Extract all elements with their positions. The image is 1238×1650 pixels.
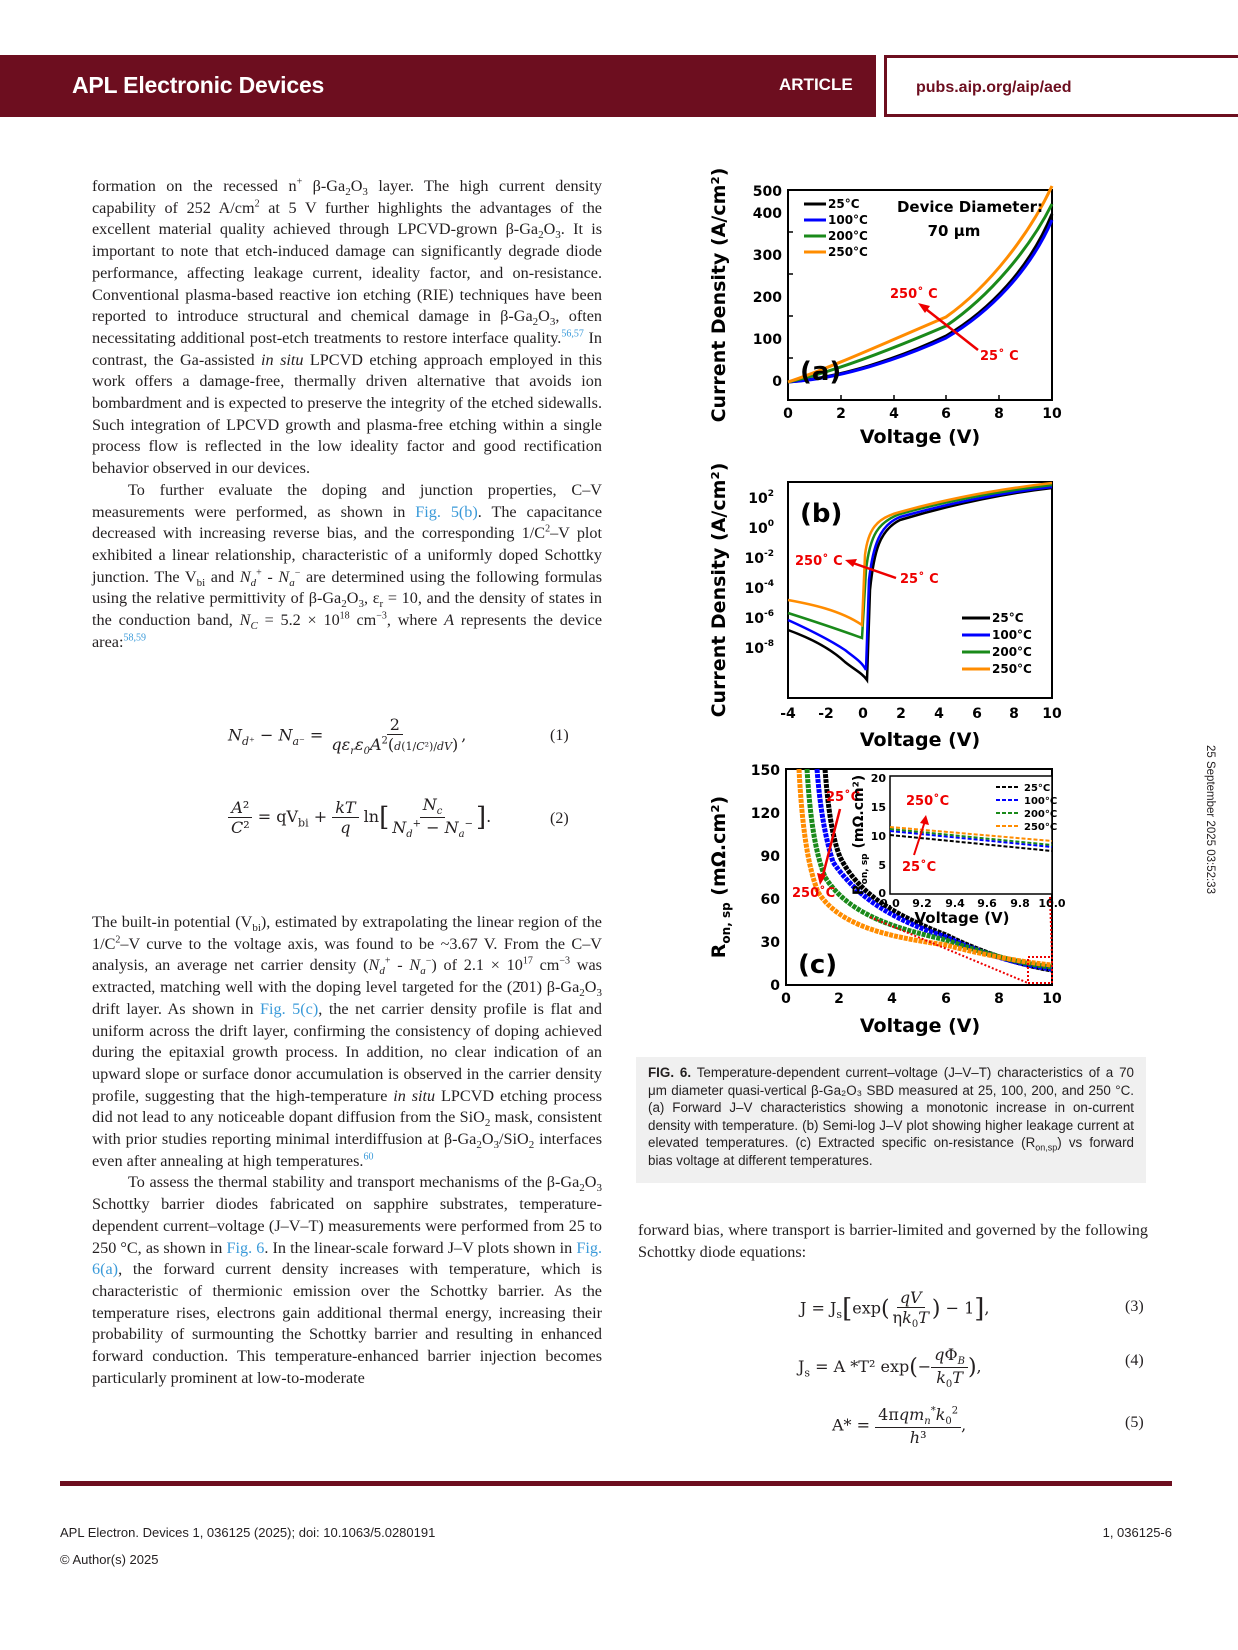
- svg-text:6: 6: [972, 706, 982, 722]
- svg-text:20: 20: [870, 772, 886, 785]
- svg-text:250˚ C: 250˚ C: [890, 287, 938, 302]
- svg-text:0: 0: [783, 406, 793, 422]
- svg-text:200°C: 200°C: [828, 229, 868, 243]
- svg-text:250˚C: 250˚C: [906, 794, 950, 809]
- fig-6-link[interactable]: Fig. 6: [226, 1238, 265, 1257]
- svg-text:300: 300: [752, 248, 782, 264]
- svg-text:2: 2: [834, 991, 844, 1007]
- svg-text:-2: -2: [818, 706, 834, 722]
- citation-link[interactable]: 58,59: [123, 632, 146, 644]
- svg-text:Voltage (V): Voltage (V): [914, 909, 1010, 927]
- svg-text:10: 10: [1042, 706, 1062, 722]
- equation-1-number: (1): [550, 727, 569, 744]
- fig-5b-link[interactable]: Fig. 5(b): [415, 502, 478, 521]
- svg-text:9.4: 9.4: [945, 897, 965, 910]
- svg-text:100°C: 100°C: [1024, 796, 1058, 807]
- svg-text:250˚C: 250˚C: [792, 886, 836, 901]
- svg-text:100°C: 100°C: [828, 213, 868, 227]
- chart-b-svg: [700, 462, 1080, 760]
- svg-text:90: 90: [760, 849, 780, 865]
- chart-a-ylabel: Current Density (A/cm²): [708, 167, 730, 423]
- svg-text:500: 500: [752, 184, 782, 200]
- svg-text:2: 2: [896, 706, 906, 722]
- chart-c-inset: [851, 772, 1066, 927]
- equation-5: A* = $\frac{4\pi qm_n^*k_0^2}{\text{h³}}$ ,: [832, 1405, 967, 1448]
- citation-link[interactable]: 56,57: [561, 328, 584, 340]
- chart-panel-a: [700, 167, 1080, 473]
- svg-text:9.0: 9.0: [880, 897, 900, 910]
- figure-label: FIG. 6.: [648, 1065, 692, 1080]
- paragraph-1: formation on the recessed n+ $\beta-Ga_2O_3$ layer. The high current density capability of 252 $A/cm^2$ at 5 V further highlights the advantages of the excellent material quality achieved through LPCVD-grown $\beta-Ga_2O_3$. It is important to note that etch-induced damage can significantly degrade diode performance, affecting leakage current, ideality factor, and on-resistance. Conventional plasma-based reactive ion etching (RIE) techniques have been reported to introduce structural and chemical damage in $\beta-Ga_2O_3$, often necessitating additional post-etch treatments to restore interface quality.$^{56,57}$ In contrast, the Ga-assisted in situ LPCVD etching approach employed in this work offers a damage-free, thermally driven alternative that avoids ion bombardment and is expected to preserve the integrity of the etched sidewalls. Such integration of LPCVD growth and plasma-free etching within a single process flow is reflected in the low ideality factor and good rectification behavior observed in our devices.: [92, 176, 603, 478]
- svg-text:10-2: $10^{-2}$: [744, 549, 774, 567]
- svg-text:25˚C: 25˚C: [826, 790, 861, 805]
- footer-copyright: © Author(s) 2025: [60, 1552, 159, 1567]
- citation-link[interactable]: 60: [363, 1151, 374, 1163]
- svg-text:25°C: 25°C: [1024, 783, 1051, 794]
- chart-c-svg: [700, 757, 1080, 1047]
- svg-text:4: 4: [889, 406, 899, 422]
- left-column-cont: [92, 912, 602, 1389]
- chart-a-xlabel: Voltage (V): [859, 426, 981, 448]
- svg-text:250°C: 250°C: [992, 662, 1032, 676]
- svg-text:60: 60: [760, 892, 780, 908]
- equation-3-number: (3): [1125, 1298, 1144, 1315]
- equation-1: $N_{d^+} - N_{a^-}$ = $\frac{2}{q\varepsilon_r\varepsilon_0A^2(d(1/C^2)/dV)}$ ,: [228, 715, 467, 758]
- svg-text:(a): (a): [800, 357, 842, 387]
- equation-2-number: (2): [550, 810, 569, 827]
- svg-text:5: 5: [878, 859, 886, 872]
- equation-5-number: (5): [1125, 1414, 1144, 1431]
- svg-text:(b): (b): [800, 499, 843, 529]
- left-column: [92, 176, 602, 653]
- svg-text:25˚C: 25˚C: [902, 860, 937, 875]
- journal-title: APL Electronic Devices: [72, 72, 325, 98]
- figure-caption: FIG. 6. Temperature-dependent current–voltage (J–V–T) characteristics of a 70 μm diameter quasi-vertical β-Ga₂O₃ SBD measured at 25, 100, 200, and 250 °C. (a) Forward J–V characteristics showing a monotonic increase in on-current density with temperature. (b) Semi-log J–V plot showing higher leakage current at elevated temperatures. (c) Extracted specific on-resistance $(R_{on,sp})$ vs forward bias voltage at different temperatures.: [636, 1057, 1146, 1183]
- svg-text:10: 10: [1042, 406, 1062, 422]
- fig-5c-link[interactable]: Fig. 5(c): [260, 999, 319, 1018]
- svg-text:10-8: $10^{-8}$: [744, 639, 774, 657]
- svg-text:15: 15: [870, 801, 886, 814]
- svg-text:9.6: 9.6: [977, 897, 997, 910]
- svg-text:-4: -4: [780, 706, 796, 722]
- chart-c-xlabel: Voltage (V): [859, 1015, 981, 1037]
- svg-text:100: $10^0$: [748, 519, 774, 537]
- chart-a-svg: [700, 167, 1080, 468]
- svg-text:0: 0: [772, 374, 782, 390]
- svg-text:200°C: 200°C: [1024, 809, 1058, 820]
- svg-text:0: 0: [770, 978, 780, 994]
- svg-text:400: 400: [752, 206, 782, 222]
- svg-text:9.2: 9.2: [912, 897, 932, 910]
- footer-rule: [60, 1481, 1172, 1486]
- paragraph-3: The built-in potential $(V_{bi})$, estimated by extrapolating the linear region of the $1/C^2-V$ curve to the voltage axis, was found to be ~3.67 V. From the C–V analysis, an average net carrier density $(N_d^+ - N_a^-)$ of $2.1 \times 10^{17}$ $cm^{-3}$ was extracted, matching well with the doping level targeted for the (2̄01) $\beta-Ga_2O_3$ drift layer. As shown in Fig. 5(c), the net carrier density profile is flat and uniform across the drift layer, confirming the consistency of doping achieved during the epitaxial growth process. In addition, no clear indication of an upward slope or surface donor accumulation is observed in the carrier density profile, suggesting that the high-temperature in situ LPCVD etching process did not lead to any noticeable dopant diffusion from the SiO$_2$ mask, consistent with prior studies reporting minimal interdiffusion at $\beta-Ga_2O_3/SiO_2$ interfaces even after annealing at high temperatures.$^{60}$: [92, 913, 602, 1170]
- right-column: [638, 1220, 1148, 1263]
- svg-text:10.0: 10.0: [1038, 897, 1066, 910]
- svg-text:100°C: 100°C: [992, 628, 1032, 642]
- svg-text:120: 120: [750, 806, 780, 822]
- chart-b-ylabel: Current Density (A/cm²): [708, 462, 730, 718]
- svg-text:(c): (c): [798, 950, 838, 980]
- paragraph-4: To assess the thermal stability and transport mechanisms of the $\beta-Ga_2O_3$ Schottky barrier diodes fabricated on sapphire substrates, temperature-dependent current–voltage (J–V–T) measurements were performed from 25 to 250 °C, as shown in Fig. 6. In the linear-scale forward J–V plots shown in Fig. 6(a), the forward current density increases with temperature, which is characteristic of thermionic emission over the Schottky barrier. As the temperature rises, electrons gain additional thermal energy, increasing their probability of surmounting the Schottky barrier and resulting in enhanced forward conduction. This temperature-enhanced barrier injection becomes particularly prominent at low-to-moderate: [92, 1173, 602, 1387]
- svg-text:8: 8: [994, 991, 1004, 1007]
- svg-text:25°C: 25°C: [828, 197, 860, 211]
- svg-text:200°C: 200°C: [992, 645, 1032, 659]
- svg-text:250˚ C: 250˚ C: [795, 554, 843, 569]
- footer-citation: APL Electron. Devices 1, 036125 (2025); doi: 10.1063/5.0280191: [60, 1525, 436, 1540]
- svg-text:200: 200: [752, 290, 782, 306]
- equation-4-number: (4): [1125, 1352, 1144, 1369]
- svg-text:8: 8: [1009, 706, 1019, 722]
- paragraph-2: To further evaluate the doping and junction properties, C–V measurements were performed, as shown in Fig. 5(b). The capacitance decreased with increasing reverse bias, and the corresponding $1/C^2-V$ plot exhibited a linear relationship, characteristic of a uniformly doped Schottky junction. The $V_{bi}$ and $N_d^+ - N_a^-$ are determined using the following formulas using the relative permittivity of $\beta-Ga_2O_3$, $\varepsilon_r = 10$, and the density of states in the conduction band, $N_C = 5.2 \times 10^{18}$ $cm^{-3}$, where A represents the device area:$^{58,59}$: [92, 480, 603, 651]
- equation-3: $J = J_s[\exp$( $\frac{qV}{\eta k_0T}$ ) − 1],: [800, 1288, 990, 1331]
- svg-text:102: $10^2$: [748, 489, 774, 507]
- svg-text:250°C: 250°C: [828, 245, 868, 259]
- chart-panel-c: [700, 757, 1080, 1052]
- svg-text:10-6: $10^{-6}$: [744, 609, 774, 627]
- svg-text:30: 30: [760, 935, 780, 951]
- fig-6a-link[interactable]: Fig. 6(a): [92, 1238, 602, 1279]
- svg-text:10: 10: [1042, 991, 1062, 1007]
- page-number: 1, 036125-6: [1102, 1525, 1172, 1540]
- svg-text:250°C: 250°C: [1024, 822, 1058, 833]
- svg-text:0: 0: [878, 887, 886, 900]
- svg-text:10-4: $10^{-4}$: [744, 579, 774, 597]
- equation-4: $J_s = A$ *T² exp(− $\frac{q\Phi_B}{k_0T}$ ),: [798, 1345, 982, 1391]
- chart-panel-b: [700, 462, 1080, 765]
- svg-text:9.8: 9.8: [1010, 897, 1030, 910]
- svg-text:150: 150: [750, 763, 780, 779]
- chart-a-legend: [804, 197, 868, 259]
- svg-text:25˚ C: 25˚ C: [980, 349, 1019, 364]
- svg-text:6: 6: [941, 406, 951, 422]
- svg-text:4: 4: [887, 991, 897, 1007]
- svg-text:0: 0: [781, 991, 791, 1007]
- svg-text:8: 8: [994, 406, 1004, 422]
- svg-text:2: 2: [836, 406, 846, 422]
- svg-text:100: 100: [752, 332, 782, 348]
- download-timestamp: 25 September 2025 03:52:33: [1204, 745, 1216, 894]
- svg-text:Device Diameter:: Device Diameter:: [896, 198, 1044, 216]
- svg-text:70 μm: 70 μm: [927, 222, 981, 240]
- svg-text:25°C: 25°C: [992, 611, 1024, 625]
- chart-b-legend: [962, 611, 1032, 676]
- svg-text:6: 6: [941, 991, 951, 1007]
- equation-2: $\frac{\text{A²}}{\text{C²}}$ = $qV_{bi}$ + $\frac{kT}{q}$ ln[ $\frac{N_c}{N_d^+ - N_a^-}$ ].: [228, 795, 491, 840]
- chart-c-ylabel: $R_{on, sp}$ (mΩ.cm²): [708, 795, 733, 959]
- svg-text:10: 10: [870, 830, 886, 843]
- svg-text:4: 4: [934, 706, 944, 722]
- svg-text:Ron, sp (mΩ.cm²): $R_{on, sp}$ (mΩ.cm²): [851, 774, 870, 896]
- paragraph-right: forward bias, where transport is barrier-limited and governed by the following Schottky diode equations:: [638, 1221, 1148, 1261]
- section-label: ARTICLE: [779, 75, 853, 94]
- svg-text:25˚ C: 25˚ C: [900, 572, 939, 587]
- svg-text:0: 0: [858, 706, 868, 722]
- journal-url-link[interactable]: pubs.aip.org/aip/aed: [916, 79, 1072, 96]
- chart-b-xlabel: Voltage (V): [859, 729, 981, 751]
